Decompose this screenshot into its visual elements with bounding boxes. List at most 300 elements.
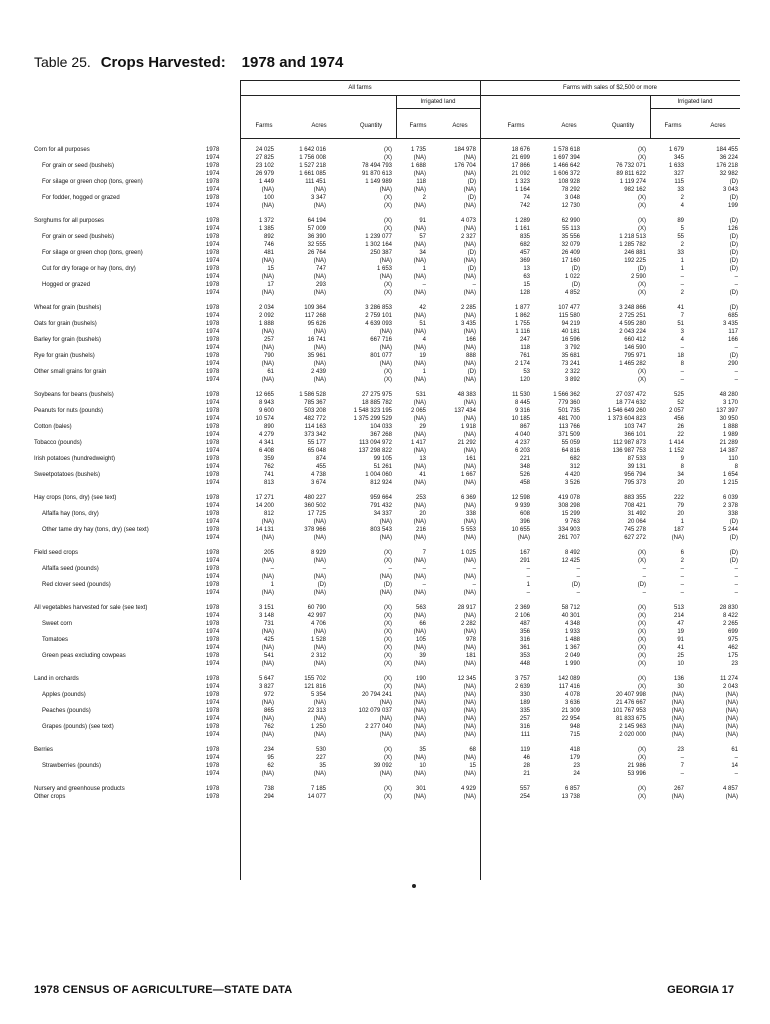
table-cell: 21 309 [561, 708, 580, 714]
table-row [34, 281, 740, 289]
table-cell: 316 [519, 724, 530, 730]
table-cell: 2 092 [258, 313, 274, 319]
table-cell: (NA) [261, 361, 274, 367]
table-cell: 1 633 [668, 163, 684, 169]
table-cell: 136 987 753 [612, 448, 646, 454]
table-row [34, 502, 740, 510]
table-cell: (NA) [413, 684, 426, 690]
row-label: Other crops [34, 794, 66, 800]
table-cell: 28 830 [719, 605, 738, 611]
table-cell: 27 275 975 [361, 392, 392, 398]
table-cell: (NA) [463, 684, 476, 690]
table-cell: 1 [680, 258, 684, 264]
row-year: 1974 [206, 535, 220, 541]
table-cell: 530 [315, 747, 326, 753]
table-cell: (D) [467, 195, 476, 201]
table-cell: 503 208 [304, 408, 326, 414]
table-cell: 3 048 [564, 195, 580, 201]
table-cell: 3 286 853 [365, 305, 392, 311]
table-cell: – [472, 282, 476, 288]
table-cell: 39 131 [627, 464, 646, 470]
table-cell: 1 888 [722, 424, 738, 430]
table-cell: 4 857 [722, 786, 738, 792]
table-cell: 8 943 [258, 400, 274, 406]
row-year: 1978 [206, 637, 220, 643]
table-cell: 41 [677, 305, 684, 311]
table-row [34, 636, 740, 644]
table-cell: 247 [519, 337, 530, 343]
table-cell: – [576, 566, 580, 572]
row-year: 1978 [206, 369, 220, 375]
table-cell: 18 676 [511, 147, 530, 153]
table-cell: 121 816 [304, 684, 326, 690]
table-cell: 30 [677, 684, 684, 690]
table-cell: 55 [677, 234, 684, 240]
table-cell: 1 149 989 [365, 179, 392, 185]
table-cell: 682 [519, 242, 530, 248]
table-cell: 1 239 077 [365, 234, 392, 240]
table-cell: – [734, 582, 738, 588]
table-cell: (NA) [463, 771, 476, 777]
table-cell: 15 [469, 763, 476, 769]
table-row [34, 699, 740, 707]
table-cell: 367 268 [370, 432, 392, 438]
table-cell: 563 [415, 605, 426, 611]
table-cell: (X) [638, 645, 646, 651]
table-row [34, 320, 740, 328]
table-cell: 2 065 [410, 408, 426, 414]
table-cell: 189 [519, 700, 530, 706]
table-cell: (NA) [463, 645, 476, 651]
row-label: Other tame dry hay (tons, dry) (see text) [42, 527, 149, 533]
table-cell: 682 [569, 456, 580, 462]
table-cell: (X) [384, 203, 392, 209]
table-cell: (NA) [413, 432, 426, 438]
table-cell: 378 966 [304, 527, 326, 533]
table-cell: 112 987 873 [613, 440, 646, 446]
row-year: 1974 [206, 258, 220, 264]
table-cell: 64 816 [561, 448, 580, 454]
table-cell: 36 390 [307, 234, 326, 240]
table-cell: (NA) [261, 290, 274, 296]
table-cell: (NA) [413, 313, 426, 319]
table-cell: (NA) [725, 794, 738, 800]
row-year: 1978 [206, 495, 220, 501]
table-cell: (X) [384, 747, 392, 753]
table-cell: 48 383 [457, 392, 476, 398]
table-cell: 9 316 [514, 408, 530, 414]
table-cell: – [576, 574, 580, 580]
table-cell: (X) [638, 377, 646, 383]
table-row [34, 715, 740, 723]
table-cell: (X) [638, 621, 646, 627]
table-cell: 257 [519, 716, 530, 722]
row-year: 1978 [206, 763, 220, 769]
table-cell: 1 667 [460, 472, 476, 478]
table-cell: 462 [727, 645, 738, 651]
table-cell: – [680, 574, 684, 580]
table-cell: 2 057 [668, 408, 684, 414]
table-cell: 975 [727, 637, 738, 643]
footer-state-page: GEORGIA 17 [667, 984, 734, 996]
table-cell: 361 [519, 645, 530, 651]
table-cell: (NA) [313, 716, 326, 722]
table-cell: 2 [680, 195, 684, 201]
table-cell: 1 119 274 [619, 179, 646, 185]
table-cell: 2 034 [258, 305, 274, 311]
table-cell: 62 [267, 763, 274, 769]
table-cell: 10 185 [511, 416, 530, 422]
table-cell: (NA) [413, 329, 426, 335]
table-cell: 103 747 [624, 424, 646, 430]
table-cell: (NA) [261, 274, 274, 280]
table-cell: 91 [677, 637, 684, 643]
table-cell: 89 811 622 [616, 171, 646, 177]
table-cell: – [642, 590, 646, 596]
table-cell: 35 961 [307, 353, 326, 359]
table-cell: (NA) [413, 771, 426, 777]
table-cell: 1 414 [668, 440, 684, 446]
table-cell: 541 [263, 653, 274, 659]
table-cell: 23 [573, 763, 580, 769]
table-cell: 8 [680, 361, 684, 367]
table-cell: 40 181 [561, 329, 580, 335]
table-cell: (D) [729, 266, 738, 272]
table-cell: (NA) [413, 755, 426, 761]
table-cell: (X) [638, 282, 646, 288]
table-cell: 1 586 528 [299, 392, 326, 398]
row-year: 1978 [206, 511, 220, 517]
table-cell: (NA) [725, 692, 738, 698]
table-cell: 6 [680, 550, 684, 556]
table-cell: (NA) [313, 558, 326, 564]
table-row [34, 785, 740, 793]
table-cell: (NA) [413, 645, 426, 651]
table-row [34, 723, 740, 731]
row-year: 1974 [206, 155, 220, 161]
table-cell: (X) [384, 676, 392, 682]
table-cell: 1 527 218 [299, 163, 326, 169]
table-cell: (NA) [413, 416, 426, 422]
table-cell: 883 355 [624, 495, 646, 501]
table-cell: 978 [465, 637, 476, 643]
table-cell: – [526, 574, 530, 580]
table-cell: – [322, 566, 326, 572]
table-cell: 10 [677, 661, 684, 667]
table-cell: (NA) [413, 155, 426, 161]
table-cell: (NA) [463, 700, 476, 706]
header-irrigated-sales: Irrigated land [677, 99, 713, 105]
table-cell: 5 553 [460, 527, 476, 533]
row-label: Other small grains for grain [34, 369, 107, 375]
table-cell: 791 432 [370, 503, 392, 509]
table-cell: 785 367 [304, 400, 326, 406]
row-year: 1974 [206, 613, 220, 619]
table-cell: 608 [519, 511, 530, 517]
table-row [34, 557, 740, 565]
table-row [34, 471, 740, 479]
table-cell: 1 367 [564, 645, 580, 651]
table-cell: (NA) [261, 345, 274, 351]
row-year: 1978 [206, 786, 220, 792]
table-cell: 26 764 [307, 250, 326, 256]
table-cell: 2 [680, 558, 684, 564]
row-label: Alfalfa hay (tons, dry) [42, 511, 99, 517]
table-cell: (X) [638, 786, 646, 792]
table-cell: 803 543 [370, 527, 392, 533]
table-cell: 2 322 [564, 369, 580, 375]
table-cell: (NA) [313, 590, 326, 596]
table-cell: (NA) [463, 503, 476, 509]
table-cell: 13 738 [561, 794, 580, 800]
table-cell: 482 772 [304, 416, 326, 422]
table-cell: 2 [680, 242, 684, 248]
table-cell: 396 [519, 519, 530, 525]
table-row [34, 510, 740, 518]
table-cell: 35 [419, 747, 426, 753]
row-label: All vegetables harvested for sale (see text) [34, 605, 148, 611]
header-sales-group: Farms with sales of $2,500 or more [562, 85, 658, 91]
table-cell: (NA) [463, 464, 476, 470]
table-cell: 175 [727, 653, 738, 659]
table-cell: 53 [523, 369, 530, 375]
table-cell: 22 313 [307, 708, 326, 714]
table-cell: 10 574 [255, 416, 274, 422]
col-header-irr-farms: Farms [409, 123, 427, 129]
table-cell: 972 [263, 692, 274, 698]
row-year: 1978 [206, 747, 220, 753]
table-row [34, 770, 740, 778]
table-cell: – [642, 574, 646, 580]
row-year: 1978 [206, 527, 220, 533]
table-cell: 1 606 372 [553, 171, 580, 177]
table-cell: 2 277 040 [365, 724, 392, 730]
table-cell: (X) [384, 637, 392, 643]
table-cell: (NA) [313, 535, 326, 541]
table-cell: 1 375 299 529 [353, 416, 392, 422]
row-year: 1974 [206, 416, 220, 422]
table-cell: 20 [419, 511, 426, 517]
table-cell: 1 862 [514, 313, 530, 319]
table-cell: (NA) [413, 732, 426, 738]
table-cell: – [734, 282, 738, 288]
table-cell: 1 642 016 [299, 147, 326, 153]
table-cell: 214 [673, 613, 684, 619]
table-cell: 4 078 [564, 692, 580, 698]
table-cell: 8 422 [722, 613, 738, 619]
table-cell: 115 [674, 179, 684, 185]
table-cell: 221 [519, 456, 530, 462]
table-cell: – [680, 566, 684, 572]
table-cell: 18 774 632 [615, 400, 646, 406]
table-cell: 1 [422, 369, 426, 375]
table-cell: 39 [419, 653, 426, 659]
table-cell: (NA) [261, 716, 274, 722]
table-cell: 4 852 [564, 290, 580, 296]
table-cell: 16 741 [307, 337, 326, 343]
table-cell: – [734, 574, 738, 580]
table-cell: (D) [729, 550, 738, 556]
table-cell: (NA) [379, 716, 392, 722]
table-cell: 254 [519, 794, 530, 800]
table-cell: 192 225 [624, 258, 646, 264]
table-cell: (NA) [261, 771, 274, 777]
table-cell: (NA) [413, 242, 426, 248]
table-cell: 32 079 [561, 242, 580, 248]
table-cell: 8 445 [514, 400, 530, 406]
table-cell: 1 578 618 [553, 147, 580, 153]
table-cell: 205 [263, 550, 274, 556]
table-row [34, 202, 740, 210]
table-cell: 1 004 060 [365, 472, 392, 478]
table-cell: (X) [638, 613, 646, 619]
table-cell: (X) [384, 786, 392, 792]
table-cell: 481 [263, 250, 274, 256]
table-cell: 425 [263, 637, 274, 643]
table-row [34, 675, 740, 683]
table-cell: 1 735 [410, 147, 426, 153]
table-cell: 2 590 [630, 274, 646, 280]
row-year: 1978 [206, 179, 220, 185]
table-cell: 27 037 472 [615, 392, 646, 398]
table-cell: – [734, 755, 738, 761]
table-cell: (NA) [463, 258, 476, 264]
table-cell: 89 [677, 218, 684, 224]
table-cell: 3 043 [722, 187, 738, 193]
table-cell: 1 990 [564, 661, 580, 667]
table-cell: (NA) [313, 203, 326, 209]
table-cell: (NA) [313, 290, 326, 296]
table-cell: (X) [638, 218, 646, 224]
table-cell: 291 [519, 558, 530, 564]
row-label: Green peas excluding cowpeas [42, 653, 126, 659]
table-cell: – [680, 582, 684, 588]
table-cell: 28 917 [457, 605, 476, 611]
table-cell: 8 929 [310, 550, 326, 556]
table-cell: (NA) [463, 613, 476, 619]
row-year: 1974 [206, 755, 220, 761]
table-cell: 120 [519, 377, 530, 383]
table-cell: 39 092 [373, 763, 392, 769]
table-cell: 2 282 [460, 621, 476, 627]
table-cell: 60 790 [307, 605, 326, 611]
table-cell: 419 078 [558, 495, 580, 501]
table-cell: 184 978 [454, 147, 476, 153]
table-cell: 9 939 [514, 503, 530, 509]
table-cell: 418 [569, 747, 580, 753]
header-rule-irrigated-b [650, 108, 740, 109]
table-cell: (D) [729, 195, 738, 201]
table-row [34, 479, 740, 487]
row-label: Peaches (pounds) [42, 708, 91, 714]
table-cell: 34 [677, 472, 684, 478]
row-year: 1974 [206, 313, 220, 319]
table-cell: 155 702 [304, 676, 326, 682]
table-cell: 7 185 [310, 786, 326, 792]
table-cell: (NA) [463, 171, 476, 177]
table-cell: 685 [727, 313, 738, 319]
table-cell: (D) [467, 369, 476, 375]
table-cell: (NA) [379, 519, 392, 525]
table-cell: 1 218 513 [619, 234, 646, 240]
table-cell: (X) [384, 605, 392, 611]
table-cell: – [270, 566, 274, 572]
table-cell: 110 [728, 456, 738, 462]
table-cell: (NA) [413, 613, 426, 619]
table-cell: (NA) [413, 724, 426, 730]
row-label: Wheat for grain (bushels) [34, 305, 102, 311]
table-cell: 3 347 [310, 195, 326, 201]
col-header-sales-acres: Acres [561, 123, 577, 129]
table-cell: (NA) [413, 226, 426, 232]
table-cell: 501 735 [558, 408, 580, 414]
table-cell: 62 990 [561, 218, 580, 224]
row-label: For silage or green chop (tons, green) [42, 179, 143, 185]
table-row [34, 376, 740, 384]
table-cell: 1 [270, 582, 274, 588]
table-cell: 257 [263, 337, 274, 343]
table-cell: 61 [731, 747, 738, 753]
table-cell: 627 272 [624, 535, 646, 541]
table-cell: (NA) [463, 416, 476, 422]
table-cell: 3 248 866 [619, 305, 646, 311]
table-main-title: Crops Harvested: [100, 54, 226, 71]
table-row [34, 707, 740, 715]
table-cell: 4 706 [310, 621, 326, 627]
row-year: 1974 [206, 274, 220, 280]
table-cell: (X) [384, 147, 392, 153]
table-cell: (NA) [313, 629, 326, 635]
table-cell: (NA) [261, 558, 274, 564]
row-year: 1978 [206, 692, 220, 698]
row-label: Peanuts for nuts (pounds) [34, 408, 104, 414]
table-cell: 308 298 [558, 503, 580, 509]
table-cell: (D) [729, 242, 738, 248]
row-year: 1978 [206, 408, 220, 414]
table-cell: 1 755 [514, 321, 530, 327]
table-cell: (NA) [413, 290, 426, 296]
table-cell: 959 664 [370, 495, 392, 501]
table-cell: 51 [419, 321, 426, 327]
table-cell: 13 [523, 266, 530, 272]
table-cell: 118 [416, 179, 426, 185]
table-cell: 61 [267, 369, 274, 375]
table-cell: (X) [384, 755, 392, 761]
table-cell: 1 116 [515, 329, 530, 335]
table-cell: (NA) [671, 692, 684, 698]
table-cell: 17 [267, 282, 274, 288]
table-cell: 2 759 101 [365, 313, 392, 319]
table-cell: (NA) [671, 794, 684, 800]
table-cell: 5 647 [258, 676, 274, 682]
table-cell: 867 [519, 424, 530, 430]
table-cell: 19 [419, 353, 426, 359]
table-cell: (NA) [313, 258, 326, 264]
table-cell: 32 555 [307, 242, 326, 248]
table-row [34, 162, 740, 170]
table-cell: 747 [315, 266, 326, 272]
row-label: Berries [34, 747, 54, 753]
table-cell: – [680, 369, 684, 375]
row-year: 1978 [206, 724, 220, 730]
table-cell: (X) [384, 282, 392, 288]
table-cell: (X) [638, 147, 646, 153]
table-cell: 348 [519, 464, 530, 470]
table-cell: 330 [519, 692, 530, 698]
table-cell: 11 274 [720, 676, 738, 682]
table-row [34, 368, 740, 376]
row-year: 1978 [206, 472, 220, 478]
